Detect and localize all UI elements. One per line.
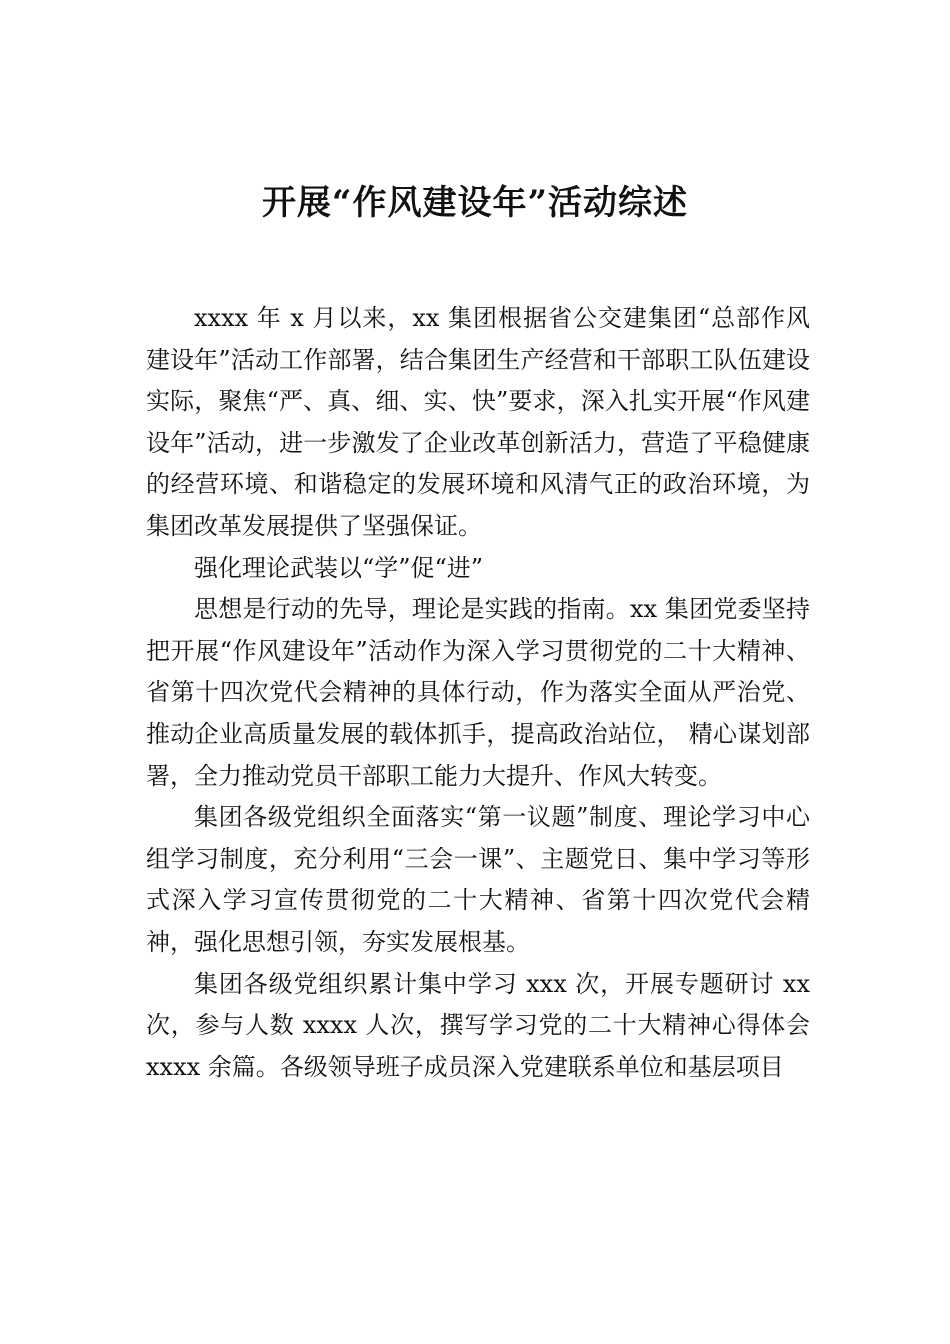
paragraph-study-system: 集团各级党组织全面落实“第一议题”制度、理论学习中心组学习制度，充分利用“三会一课”、主题党日、集中学习等形式深入学习宣传贯彻党的二十大精神、省第十四次党代会精神，强化思想引领，夯实发展根基。 (146, 803, 810, 956)
paragraph-study-stats: 集团各级党组织累计集中学习 xxx 次，开展专题研讨 xx 次，参与人数 xxxx 人次，撰写学习党的二十大精神心得体会 xxxx 余篇。各级领导班子成员深入党建联系单位和基层项目 (146, 969, 810, 1081)
document-title: 开展“作风建设年”活动综述 (261, 183, 689, 223)
paragraph-theory: 思想是行动的先导，理论是实践的指南。xx 集团党委坚持把开展“作风建设年”活动作为深入学习贯彻党的二十大精神、省第十四次党代会精神的具体行动，作为落实全面从严治党、推动企业高质量发展的载体抓手，提高政治站位， 精心谋划部署，全力推动党员干部职工能力大提升、作风大转变。 (146, 595, 810, 790)
paragraph-intro: xxxx 年 x 月以来，xx 集团根据省公交建集团“总部作风建设年”活动工作部署，结合集团生产经营和干部职工队伍建设实际，聚焦“严、真、细、实、快”要求，深入扎实开展“作风建设年”活动，进一步激发了企业改革创新活力，营造了平稳健康的经营环境、和谐稳定的发展环境和风清气正的政治环境，为集团改革发展提供了坚强保证。 (146, 304, 810, 540)
section-heading: 强化理论武装以“学”促“进” (194, 553, 484, 582)
document-body (146, 298, 810, 1088)
